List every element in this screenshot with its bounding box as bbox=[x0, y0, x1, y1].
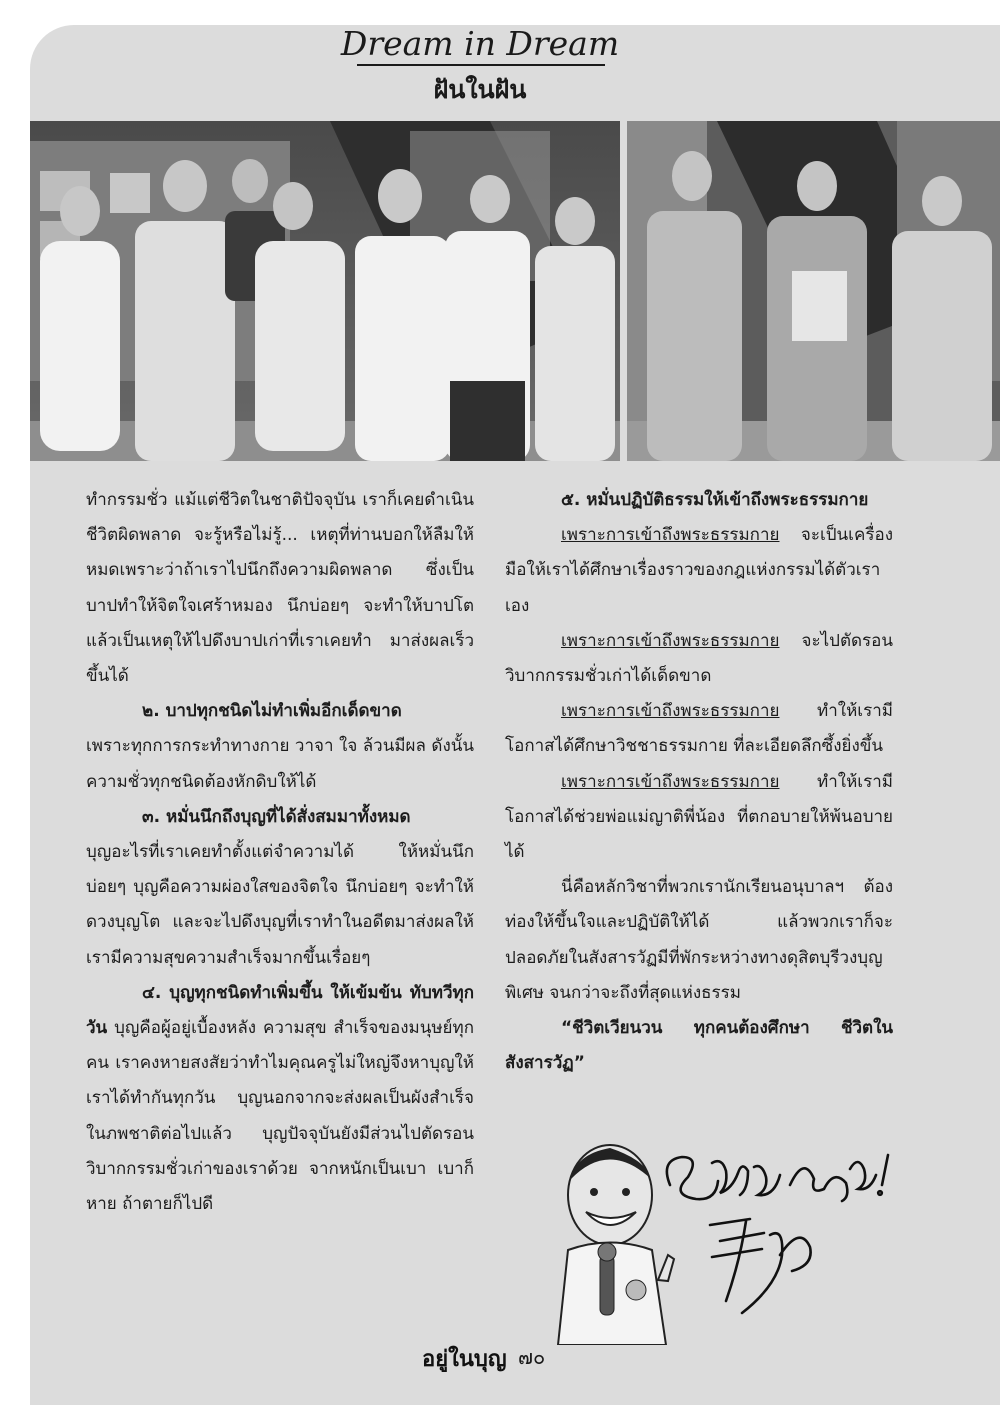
section-4-heading: ๔. บุญทุกชนิดทำเพิ่มขึ้น ให้เข้มข้น ทับทวีทุกวัน bbox=[86, 982, 474, 1039]
section-2-heading: ๒. บาปทุกชนิดไม่ทำเพิ่มอีกเด็ดขาด bbox=[142, 701, 402, 722]
page-title-english: Dream in Dream bbox=[340, 24, 620, 63]
group-photo-left bbox=[30, 121, 620, 461]
footer-logo bbox=[420, 1338, 580, 1378]
closing-quote: “ชีวิตเวียนวน ทุกคนต้องศึกษา ชีวิตในสังสารวัฏ” bbox=[505, 1018, 893, 1074]
section-5-item-4: เพราะการเข้าถึงพระธรรมกาย ทำให้เรามีโอกาสได้ช่วยพ่อแม่ญาติพี่น้อง ที่ตกอบายให้พ้นอบายได้ bbox=[505, 771, 893, 863]
section-5-item-3: เพราะการเข้าถึงพระธรรมกาย ทำให้เรามีโอกาสได้ศึกษาวิชชาธรรมกาย ที่ละเอียดลึกซึ้งยิ่งขึ้น bbox=[505, 701, 893, 757]
section-4-paragraph bbox=[86, 976, 474, 1222]
handwritten-signature bbox=[650, 1145, 910, 1325]
footer-logo-text: อยู่ในบุญ bbox=[422, 1347, 507, 1372]
section-4-body: บุญคือผู้อยู่เบื้องหลัง ความสุข สำเร็จของมนุษย์ทุกคน เราคงหายสงสัยว่าทำไมคุณครูไม่ใหญ่จึงหาบุญให้เราได้ทำกันทุกวัน บุญนอกจากจะส่งผลเป็นผังสำเร็จในภพชาติต่อไปแล้ว บุญปัจจุบันยังมีส่วนไปตัดรอนวิบากกรรมชั่วเก่าของเราด้วย จากหนักเป็นเบา เบาก็หาย ถ้าตายก็ไปดี bbox=[86, 1018, 475, 1215]
underlined-phrase: เพราะการเข้าถึงพระธรรมกาย bbox=[561, 771, 780, 792]
right-text-column bbox=[505, 483, 893, 1081]
underlined-phrase: เพราะการเข้าถึงพระธรรมกาย bbox=[561, 701, 780, 722]
section-3-body: บุญอะไรที่เราเคยทำตั้งแต่จำความได้ ให้หมั่นนึกบ่อยๆ บุญคือความผ่องใสของจิตใจ นึกบ่อยๆ จะทำให้ดวงบุญโต และจะไปดึงบุญที่เราทำในอดีตมาส่งผลให้เรามีความสุขความสำเร็จมากขึ้นเรื่อยๆ bbox=[86, 842, 474, 968]
title-underline bbox=[357, 64, 605, 66]
intro-paragraph: ทำกรรมชั่ว แม้แต่ชีวิตในชาติปัจจุบัน เราก็เคยดำเนินชีวิตผิดพลาด จะรู้หรือไม่รู้... เหตุที่ท่านบอกให้ลืมให้หมดเพราะว่าถ้าเราไปนึกถึงความผิดพลาด ซึ่งเป็นบาปทำให้จิตใจเศร้าหมอง นึกบ่อยๆ จะทำให้บาปโต แล้วเป็นเหตุให้ไปดึงบาปเก่าที่เราเคยทำ มาส่งผลเร็วขึ้นได้ bbox=[86, 490, 474, 687]
left-text-column bbox=[86, 483, 474, 1222]
section-5-heading: ๕. หมั่นปฏิบัติธรรมให้เข้าถึงพระธรรมกาย bbox=[561, 490, 869, 510]
group-photo-right bbox=[627, 121, 1000, 461]
underlined-phrase: เพราะการเข้าถึงพระธรรมกาย bbox=[561, 630, 780, 651]
page-number: ๗๐ bbox=[518, 1345, 546, 1369]
page-title-thai: ฝันในฝัน bbox=[433, 75, 527, 104]
section-3-heading: ๓. หมั่นนึกถึงบุญที่ได้สั่งสมมาทั้งหมด bbox=[142, 806, 411, 827]
section-5-item-1: เพราะการเข้าถึงพระธรรมกาย จะเป็นเครื่องมือให้เราได้ศึกษาเรื่องราวของกฎแห่งกรรมได้ตัวเราเอง bbox=[505, 525, 893, 616]
section-5-item-2: เพราะการเข้าถึงพระธรรมกาย จะไปตัดรอนวิบากกรรมชั่วเก่าได้เด็ดขาด bbox=[505, 630, 893, 687]
underlined-phrase: เพราะการเข้าถึงพระธรรมกาย bbox=[561, 525, 780, 546]
section-2-body: เพราะทุกการกระทำทางกาย วาจา ใจ ล้วนมีผล ดังนั้นความชั่วทุกชนิดต้องหักดิบให้ได้ bbox=[86, 736, 474, 792]
closing-paragraph: นี่คือหลักวิชาที่พวกเรานักเรียนอนุบาลฯ ต้องท่องให้ขึ้นใจและปฏิบัติให้ได้ แล้วพวกเราก็จะปลอดภัยในสังสารวัฏมีที่พักระหว่างทางดุสิตบุรีวงบุญพิเศษ จนกว่าจะถึงที่สุดแห่งธรรม bbox=[505, 877, 893, 1003]
